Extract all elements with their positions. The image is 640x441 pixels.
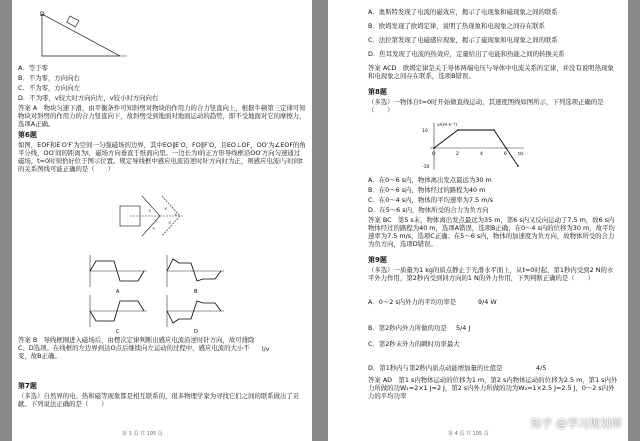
q5-answer: 答案 A 物块匀速下滑，由平衡条件可知斜劈对物块的作用力的合力竖直向上，根据牛顿第三定律可知物块对斜劈的作用力的合力竖直向下，故斜劈受到地面对地面运动的趋势，即不受地面对它的摩擦力，选项A正确。 [18,104,306,128]
x-tick-label: 2 [456,152,459,157]
data-point [505,147,507,149]
svg-text:×: × [152,226,156,231]
graph-label-c: C [116,329,120,333]
incline-figure [32,4,132,64]
page-right [328,0,628,441]
it-graphs [82,253,232,333]
page-left [12,0,312,441]
x-tick-label: 6 [504,152,507,157]
q8-option-b: B．在0～6 s内，物体经过的路程为40 m [368,186,486,194]
q6-fraction: l/v [262,346,270,353]
graph-label-b: B [194,289,198,295]
q8-answer: 答案 BC 第5 s末，物体离出发点最远为35 m，第6 s内又反向运动了7.5 m，故6 s内物体经过的路程为40 m，选项A错误，选项B正确；在0～4 s内的位移为30 m，故平均速率为7.5 m/s，选项C正确；在5～6 s内，物体的加速度为负方向，故物体所受的合力为负方向，选项D错误。 [368,216,615,248]
q9-frac-a: 9/4 W [478,298,497,306]
y-tick-label: -10 [422,165,430,170]
y-axis-label: v/(m·s⁻¹) [437,122,458,128]
q7-text: （多选）自然界的电、热和磁等现象都是相互联系的，很多物理学家为寻找它们之间的联系做出了贡献。下列说法正确的是（ ） [18,392,300,408]
q8-option-a: A．在0～6 s内，物体离出发点最远为30 m [368,176,492,184]
q7-option-b: B．欧姆发现了欧姆定律，说明了热现象和电现象之间存在联系 [368,22,545,30]
svg-text:×: × [174,212,178,217]
q7-answer: 答案 ACD 欧姆定律是关于导体两端电压与导体中电流关系的定律，并没有说明热现象和电现象之间存在联系，选项B错误。 [368,64,614,80]
q8-title: 第8题 [368,88,387,96]
page-footer-right: 第 4 页 共 105 页 [448,431,489,437]
data-point [517,165,519,167]
x-tick-label: 4 [480,152,483,157]
q7-title: 第7题 [18,382,37,390]
graph-label-d: D [194,329,198,333]
q7-option-d: D．焦耳发现了电流的热效应，定量给出了电能和热能之间的转换关系 [368,50,565,58]
x-axis-label: t/s [518,152,524,157]
q6-answer: 答案 B 导线框刚进入磁场后，由楞次定律判断出感应电流沿逆时针方向，故可排除C、D选项。在线框的左边界到达O点后继续向左运动的过程中，感应电流的大小不变，故B正确。 [18,336,255,360]
q9-option-c: C．第2秒末外力的瞬时功率最大 [368,340,460,348]
figure-label: D [40,11,45,18]
q5-option-a: A．等于零 [18,64,48,72]
field-figure [112,192,192,252]
q9-text: （多选）一质量为1 kg的质点静止于光滑水平面上，从t=0时起，第1秒内受到2 N的水平外力作用，第2秒内受到同方向的1 N的外力作用，下列判断正确的是（ ） [368,266,614,282]
y-tick-label: 10 [422,129,428,134]
data-point [433,147,435,149]
svg-text:×: × [168,220,172,225]
q8-text: （多选）一物体自t=0时开始做直线运动，其速度图线如图所示，下列选项正确的是（ ） [368,98,604,114]
data-point [457,129,459,131]
q5-option-c: C．不为零，方向向左 [18,84,80,92]
q9-option-a: A．0～2 s内外力的平均功率是 [368,298,457,306]
watermark: 知乎 @学习规划师 [530,417,622,430]
graph-label-a: A [116,289,120,295]
page-footer-left: 第 3 页 共 105 页 [122,431,163,437]
q9-option-b: B．第2秒内外力所做的功是 [368,324,447,332]
x-tick-label: O [432,152,436,157]
q8-option-c: C．在0～4 s内，物体的平均速率为7.5 m/s [368,196,493,204]
q6-title: 第6题 [18,131,37,139]
svg-text:×: × [164,206,168,211]
q5-option-b: B．不为零，方向向右 [18,74,80,82]
q9-option-d: D．第1秒内与第2秒内质点动能增加量的比值是 [368,364,503,372]
q9-title: 第9题 [368,256,387,264]
velocity-time-chart [420,118,530,174]
q9-answer: 答案 AD 第1 s内物体运动的位移为1 m，第2 s内物体运动的位移为2.5 m，第1 s内外力所做的功W₁=2×1 J=2 J，第2 s内外力所做的功为W₂=1×2.5 J=2.5 J，0～2 s内外力的平均功率 [368,376,618,400]
q8-option-d: D．在5～6 s内，物体所受的合力为负方向 [368,206,489,214]
q9-frac-d: 4/5 [536,364,547,372]
svg-text:×: × [154,218,158,223]
data-point [493,129,495,131]
q6-text: 如图，EOF和E′O′F′为空间一匀强磁场的边界，其中EO∥E′O，FO∥F′O，且EO⊥OF，OO′为∠EOF的角平分线，OO′间的距离为l，磁场方向垂直于纸面向里。一边长为l的正方形导线框沿OO′方向匀速通过磁场，t=0时刻恰好位于图示位置。规定导线框中感应电流沿逆时针方向时为正，则感应电流i与时间t的关系图线可能正确的是（ ） [18,141,306,173]
svg-text:×: × [148,208,152,213]
q5-option-d: D．不为零，v较大时方向向左，v较小时方向向右 [18,94,159,102]
q7-option-c: C．法拉第发现了电磁感应现象，揭示了磁现象和电现象之间的联系 [368,36,558,44]
q9-frac-b: 5/4 J [456,324,471,332]
q7-option-a: A．奥斯特发现了电流的磁效应，揭示了电现象和磁现象之间的联系 [368,8,558,16]
